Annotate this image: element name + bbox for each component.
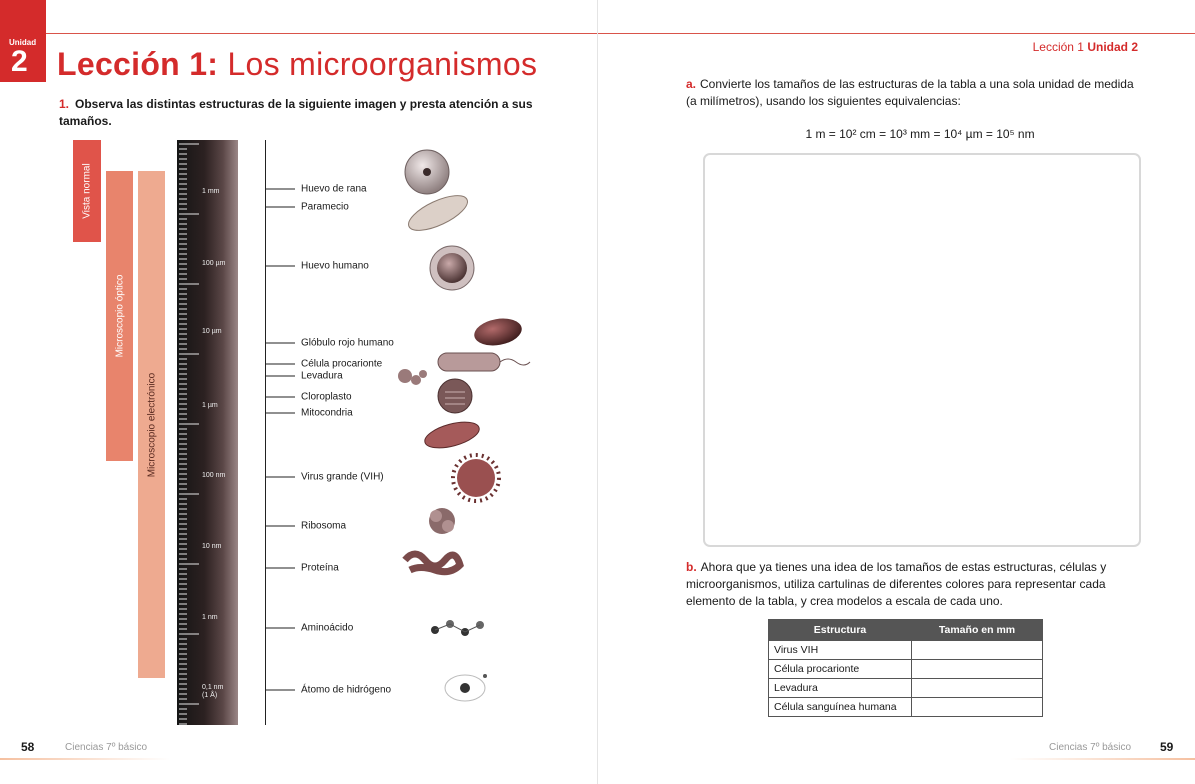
header-lesson: Lección 1 [1032,40,1084,54]
item-huevo-rana: Huevo de rana [301,183,367,195]
item-atomo-hidrogeno: Átomo de hidrógeno [301,684,392,696]
footer-page-left: 58 [21,740,35,754]
bar-vista-normal: Vista normal [73,140,101,242]
item-proteina: Proteína [301,562,339,574]
question-b-letter: b. [686,560,697,574]
item-celula-procarionte: Célula procarionte [301,358,383,370]
question-a-letter: a. [686,77,697,91]
question-a [686,76,1141,110]
item-cloroplasto: Cloroplasto [301,391,352,403]
paramecium-icon [404,189,472,238]
table-row [769,660,1043,679]
table-row [769,679,1043,698]
item-ribosoma: Ribosoma [301,520,347,532]
frog-egg-icon [405,150,449,194]
size-table [768,619,1043,717]
hydrogen-atom-icon [445,674,487,701]
tick-1um: 1 µm [202,402,218,409]
tick-01nm: 0,1 nm (1 Å) [202,684,224,699]
tick-1nm: 1 nm [202,614,218,621]
question-text: Observa las distintas estructuras de la siguiente imagen y presta atención a sus tamaños. [59,97,533,128]
tick-10um: 10 µm [202,328,222,335]
table-row [769,641,1043,660]
page-title [57,46,537,83]
table-header-size: Tamaño en mm [912,620,1043,641]
page-gutter [597,0,598,784]
table-header-structure: Estructura [769,620,912,641]
red-blood-cell-icon [472,315,524,349]
human-egg-icon [430,246,474,290]
yeast-icon [398,369,427,385]
footer-text-left: Ciencias 7º básico [65,742,148,753]
item-virus-vih: Virus grande (VIH) [301,471,384,483]
table-cell-size[interactable] [912,660,1043,679]
table-cell-size[interactable] [912,698,1043,717]
item-aminoacido: Aminoácido [301,622,354,634]
unit-equivalence: 1 m = 10² cm = 10³ mm = 10⁴ µm = 10⁵ nm [805,127,1035,141]
unit-tab [0,0,46,82]
bar-microscopio-electronico: Microscopio electrónico [138,171,165,678]
question-1 [59,96,539,130]
leader-lines [265,140,301,725]
chloroplast-icon [438,379,472,413]
table-cell-size[interactable] [912,679,1043,698]
table-cell-size[interactable] [912,641,1043,660]
item-huevo-humano: Huevo humano [301,260,369,272]
tick-100um: 100 µm [202,260,226,267]
question-a-text: Convierte los tamaños de las estructuras de la tabla a una sola unidad de medida (a milímetros), usando los siguientes equivalencias: [686,77,1134,108]
question-number: 1. [59,97,70,111]
item-levadura: Levadura [301,370,343,382]
bar-microscopio-optico: Microscopio óptico [106,171,133,461]
footer-page-right: 59 [1160,740,1174,754]
item-globulo-rojo: Glóbulo rojo humano [301,337,394,349]
unit-number: 2 [11,45,28,78]
top-rule [46,33,1195,34]
ruler-ticks [177,140,238,725]
unit-label: Unidad [9,38,37,47]
tick-1mm: 1 mm [202,188,220,195]
tick-100nm: 100 nm [202,472,226,479]
ribosome-icon [429,508,455,534]
mitochondria-icon [422,417,482,453]
item-paramecio: Paramecio [301,201,349,213]
table-row [769,698,1043,717]
title-topic: Los microorganismos [218,46,538,82]
virus-icon [453,455,499,501]
footer-text-right: Ciencias 7º básico [1049,742,1132,753]
question-b-text: Ahora que ya tienes una idea de los tamaños de estas estructuras, células y microorganismos, utiliza cartulinas de diferentes colores para representar cada elemento de la tabla, y crea modelos a escala de cada uno. [686,560,1107,608]
table-cell-structure: Célula sanguínea humana [769,698,912,717]
table-cell-structure: Célula procarionte [769,660,912,679]
footer-rule-right [1010,758,1195,760]
header-unit: Unidad 2 [1087,40,1138,54]
table-cell-structure: Levadura [769,679,912,698]
question-b [686,559,1141,610]
tick-10nm: 10 nm [202,543,222,550]
amino-acid-icon [431,620,484,636]
running-header [1033,40,1138,54]
item-mitocondria: Mitocondria [301,407,353,419]
answer-box[interactable] [703,153,1141,547]
table-cell-structure: Virus VIH [769,641,912,660]
structure-illustrations [390,140,540,725]
scale-ruler [177,140,238,725]
protein-icon [405,554,460,572]
footer-rule-left [0,758,170,760]
title-lesson: Lección 1: [57,46,219,82]
prokaryote-icon [438,353,530,371]
